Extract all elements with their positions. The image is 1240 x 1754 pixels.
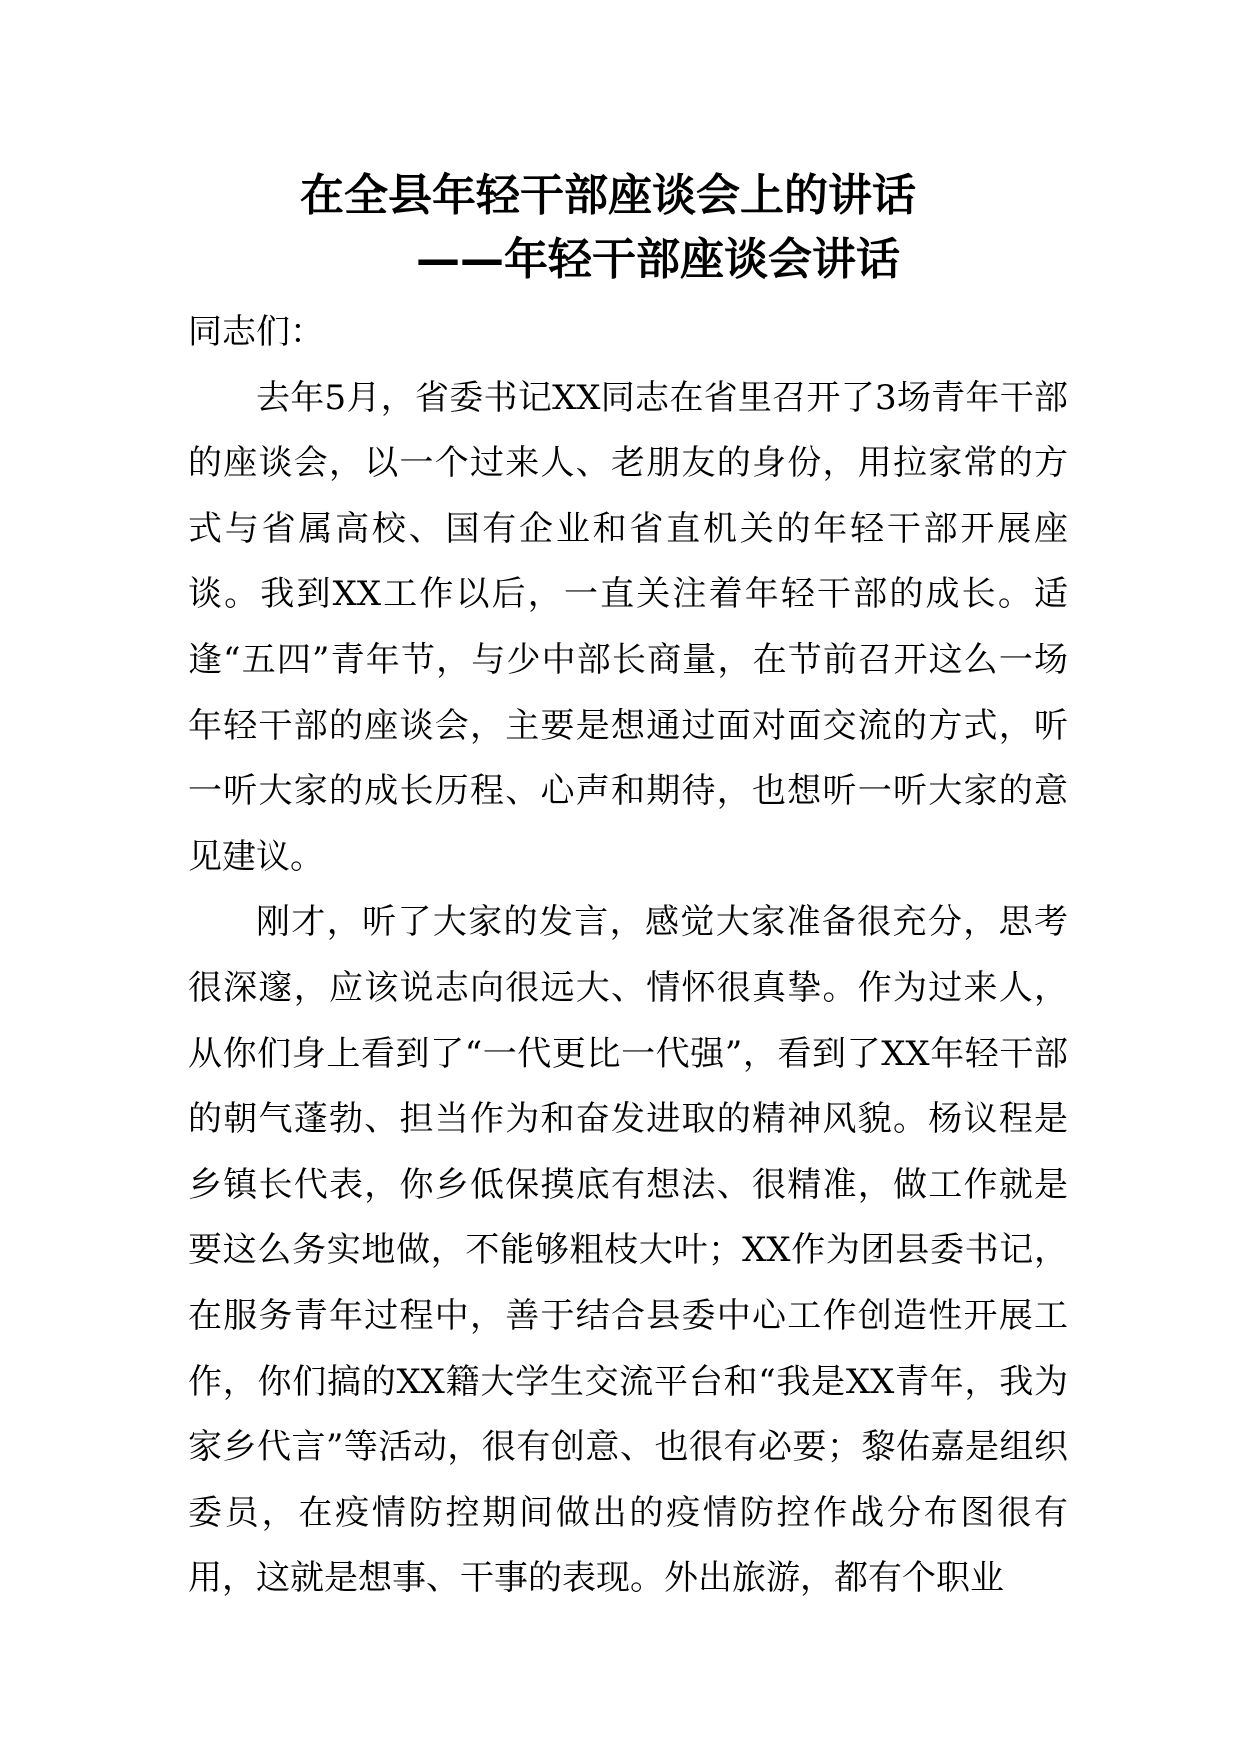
document-title: 在全县年轻干部座谈会上的讲话 <box>300 170 916 221</box>
document-body <box>188 300 1068 1612</box>
paragraph: 去年5月，省委书记XX同志在省里召开了3场青年干部的座谈会，以一个过来人、老朋友的身份，用拉家常的方式与省属高校、国有企业和省直机关的年轻干部开展座谈。我到XX工作以后，一直关注着年轻干部的成长。适逢“五四”青年节，与少中部长商量，在节前召开这么一场年轻干部的座谈会，主要是想通过面对面交流的方式，听一听大家的成长历程、心声和期待，也想听一听大家的意见建议。 <box>188 377 1068 877</box>
salutation: 同志们： <box>188 312 324 352</box>
document-subtitle: ——年轻干部座谈会讲话 <box>416 234 900 285</box>
paragraph: 刚才，听了大家的发言，感觉大家准备很充分，思考很深邃，应该说志向很远大、情怀很真挚。作为过来人，从你们身上看到了“一代更比一代强”，看到了XX年轻干部的朝气蓬勃、担当作为和奋发进取的精神风貌。杨议程是乡镇长代表，你乡低保摸底有想法、很精准，做工作就是要这么务实地做，不能够粗枝大叶；XX作为团县委书记，在服务青年过程中，善于结合县委中心工作创造性开展工作，你们搞的XX籍大学生交流平台和“我是XX青年，我为家乡代言”等活动，很有创意、也很有必要；黎佑嘉是组织委员，在疫情防控期间做出的疫情防控作战分布图很有用，这就是想事、干事的表现。外出旅游，都有个职业 <box>188 902 1068 1599</box>
